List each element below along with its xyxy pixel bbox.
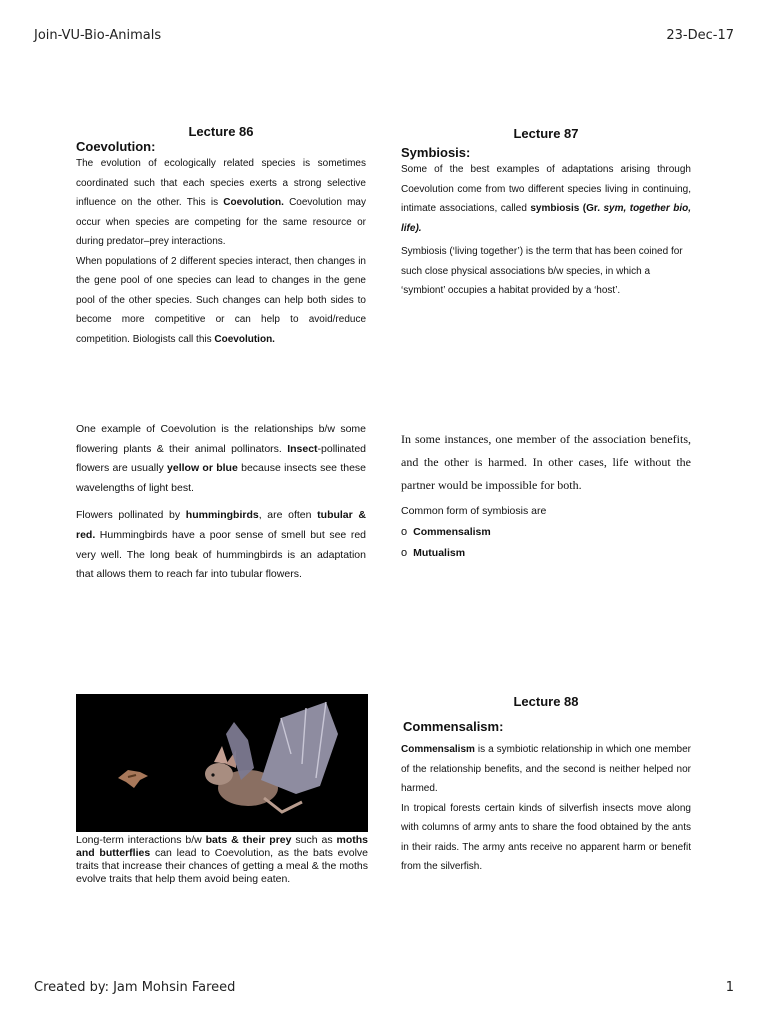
lecture-title: Lecture 88 xyxy=(513,694,579,709)
slide-pollinators xyxy=(76,420,366,585)
paragraph: Some of the best examples of adaptations arising through Coevolution come from two different species living in continuing, intimate associations, called symbiosis (Gr. sym, together bio, life). xyxy=(401,164,691,234)
slide-lecture-87 xyxy=(401,126,691,301)
lecture-title: Lecture 87 xyxy=(513,126,579,141)
list-item: o Commensalism xyxy=(401,526,491,538)
slide-lecture-86 xyxy=(76,124,366,349)
paragraph: The evolution of ecologically related species is sometimes coordinated such that each species exerts a strong selective influence on the other. This is Coevolution. Coevolution may occur when species are competing for the same resource or during predator–prey interactions. xyxy=(76,158,366,247)
section-heading: Symbiosis: xyxy=(401,145,471,160)
paragraph: Flowers pollinated by hummingbirds, are often tubular & red. Hummingbirds have a poor sense of smell but see red very well. The long beak of hummingbirds is an adaptation that allows them to reach far into tubular flowers. xyxy=(76,509,366,581)
paragraph: When populations of 2 different species interact, then changes in the gene pool of one species can lead to changes in the gene pool of the other species. Such changes can help both sides to become more competitive or can help to avoid/reduce competition. Biologists call this Coevolution. xyxy=(76,255,366,345)
page-number: 1 xyxy=(725,980,734,995)
slide-bats xyxy=(76,694,368,886)
list-intro: Common form of symbiosis are xyxy=(401,505,547,517)
footer-author: Created by: Jam Mohsin Fareed xyxy=(34,980,236,995)
bat-moth-image xyxy=(76,694,368,832)
section-heading: Commensalism: xyxy=(403,719,504,734)
header-date: 23-Dec-17 xyxy=(666,28,734,43)
paragraph: Commensalism is a symbiotic relationship in which one member of the relationship benefits, and the second is neither helped nor harmed. xyxy=(401,744,691,794)
paragraph: One example of Coevolution is the relationships b/w some flowering plants & their animal pollinators. Insect-pollinated flowers are usually yellow or blue because insects see these wavelengths of light best. xyxy=(76,423,367,494)
slide-lecture-88 xyxy=(401,694,691,877)
paragraph: In tropical forests certain kinds of silverfish insects move along with columns of army ants to share the food obtained by the ants in their raids. The army ants receive no apparent harm or benefit from the silverfish. xyxy=(401,802,691,872)
paragraph: In some instances, one member of the association benefits, and the other is harmed. In other cases, life without the partner would be impossible for both. xyxy=(401,432,691,492)
lecture-title: Lecture 86 xyxy=(188,124,254,139)
list-item: o Mutualism xyxy=(401,547,466,559)
slide-symbiosis-forms xyxy=(401,428,691,559)
section-heading: Coevolution: xyxy=(76,139,156,154)
image-caption: Long-term interactions b/w bats & their prey such as moths and butterflies can lead to Coevolution, as the bats evolve traits that increase their chances of getting a meal & the moths evolve traits that help them avoid being eaten. xyxy=(76,834,368,885)
header-title: Join-VU-Bio-Animals xyxy=(34,28,162,43)
paragraph: Symbiosis (‘living together’) is the term that has been coined for such close physical associations b/w species, in which a ‘symbiont’ occupies a habitat provided by a ‘host’. xyxy=(401,246,683,296)
